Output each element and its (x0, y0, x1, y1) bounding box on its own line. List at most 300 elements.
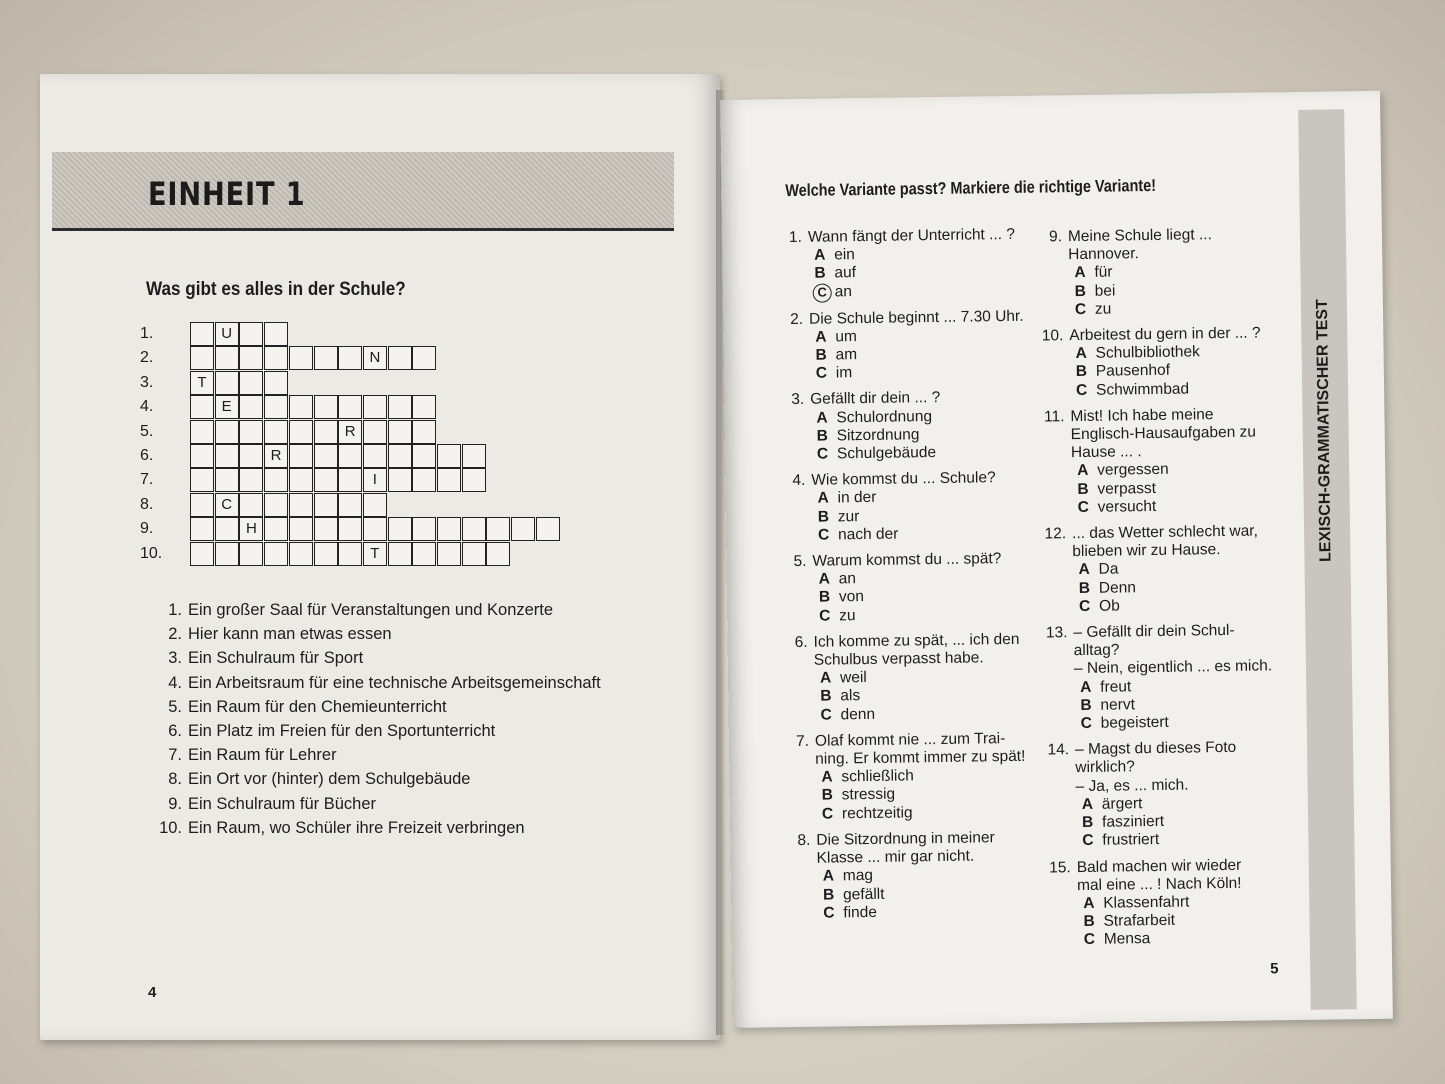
question (780, 388, 1051, 465)
option-text: nach der (837, 525, 899, 544)
question-text: 1. Wann fängt der Unterricht ... ? (778, 225, 1048, 247)
crossword-cell[interactable]: U (215, 322, 239, 346)
question-text: Klasse ... mir gar nicht. (786, 846, 1056, 868)
crossword-cell[interactable] (264, 322, 288, 346)
option-letter: C (1082, 832, 1094, 850)
crossword-cell[interactable] (215, 371, 239, 395)
crossword-cell[interactable] (363, 517, 387, 541)
question (778, 225, 1049, 302)
option-letter: B (1082, 813, 1094, 832)
question-number (1046, 778, 1070, 797)
crossword-cell[interactable] (462, 542, 486, 566)
question-number: 2. (790, 310, 804, 328)
clue-item (158, 767, 658, 791)
option-letter: A (814, 246, 826, 264)
option-text: im (835, 364, 853, 382)
option-text: Ob (1098, 597, 1120, 615)
option-text: mag (842, 867, 874, 885)
option-text: Schwimmbad (1095, 380, 1190, 399)
option-letter: B (1075, 363, 1088, 381)
test-heading: Welche Variante passt? Markiere die richtige Variante! (785, 175, 1157, 201)
question-text: 11. Mist! Ich habe meine (1040, 405, 1310, 427)
clue-number: 5. (168, 697, 182, 716)
clue-item (158, 743, 658, 767)
crossword-row-number: 7. (140, 471, 154, 489)
option-letter: B (1083, 912, 1095, 931)
answer-option[interactable] (786, 802, 1056, 824)
clue-item (158, 671, 658, 695)
option-text: auf (834, 264, 857, 282)
clue-number: 10. (159, 818, 182, 837)
clue-text: Ein Schulraum für Sport (188, 649, 364, 668)
clue-item (158, 646, 658, 670)
clue-text: Ein Arbeitsraum für eine technische Arbeitsgemeinschaft (188, 673, 601, 692)
option-text: an (838, 570, 857, 588)
option-letter: B (822, 885, 835, 904)
answer-option[interactable] (1040, 378, 1310, 400)
unit-title: EINHEIT 1 (148, 175, 306, 213)
answer-option[interactable] (787, 901, 1057, 923)
crossword-cell[interactable] (412, 346, 436, 370)
option-text: bei (1094, 282, 1116, 300)
crossword-cell[interactable] (264, 371, 288, 395)
crossword-cell[interactable] (437, 444, 461, 468)
crossword-cell[interactable] (363, 444, 387, 468)
option-letter: C (1080, 714, 1093, 733)
question-number (1047, 877, 1071, 896)
crossword-cell[interactable] (338, 395, 362, 419)
question (1039, 324, 1310, 401)
crossword-cell[interactable] (190, 346, 214, 370)
crossword-row-number: 4. (140, 398, 154, 416)
crossword-cell[interactable] (215, 542, 239, 566)
option-letter: A (818, 570, 831, 588)
option-text: zu (839, 606, 856, 625)
crossword-cell[interactable]: N (363, 346, 387, 370)
crossword-cell[interactable]: T (363, 542, 387, 566)
clue-number: 3. (168, 649, 182, 668)
question-number (1044, 642, 1068, 661)
crossword-row-number: 5. (140, 422, 154, 440)
question-text: Englisch-Hausaufgaben zu (1041, 423, 1311, 445)
question (1043, 621, 1314, 734)
crossword-cell[interactable] (264, 468, 288, 492)
crossword-cell[interactable]: R (264, 444, 288, 468)
answer-option[interactable] (784, 703, 1054, 725)
crossword-cell[interactable] (462, 444, 486, 468)
clue-number: 1. (168, 601, 182, 619)
crossword-cell[interactable] (239, 346, 263, 370)
option-text: von (838, 588, 865, 606)
clue-number: 2. (168, 625, 182, 644)
crossword-cell[interactable] (462, 468, 486, 492)
page-number: 4 (148, 984, 157, 1001)
crossword-cell[interactable]: H (239, 517, 263, 541)
questions-column-1 (778, 225, 1058, 931)
crossword-cell[interactable] (239, 542, 263, 566)
question-text: 9. Meine Schule liegt ... (1038, 225, 1308, 247)
crossword-cell[interactable] (388, 420, 412, 444)
answer-option[interactable] (1043, 595, 1313, 617)
crossword-cell[interactable]: T (190, 371, 214, 395)
option-text: zu (1094, 300, 1112, 318)
crossword-row-number: 10. (140, 544, 163, 562)
crossword-cell[interactable] (388, 468, 412, 492)
option-text: für (1094, 263, 1113, 282)
option-text: als (840, 687, 861, 705)
crossword-cell[interactable] (190, 395, 214, 419)
option-text: Da (1098, 560, 1119, 579)
option-letter: A (1083, 894, 1095, 912)
option-letter: A (817, 489, 829, 508)
crossword-cell[interactable] (363, 395, 387, 419)
crossword-row-number: 3. (140, 373, 154, 391)
question-text: 13. – Gefällt dir dein Schul- (1043, 621, 1313, 643)
crossword-row-number: 8. (140, 495, 154, 513)
question-text: 6. Ich komme zu spät, ... ich den (783, 630, 1053, 652)
crossword-cell[interactable] (388, 542, 412, 566)
crossword-cell[interactable] (314, 493, 338, 517)
option-letter: A (822, 867, 835, 885)
option-letter: C (819, 607, 831, 625)
question-number: 13. (1045, 624, 1068, 642)
question-text: 14. – Magst du dieses Foto (1045, 738, 1315, 760)
crossword-cell[interactable] (314, 468, 338, 492)
question-text: Hannover. (1038, 243, 1308, 265)
crossword-cell[interactable] (215, 346, 239, 370)
option-letter: A (815, 328, 827, 346)
option-text: verpasst (1097, 479, 1157, 498)
option-letter: C (816, 445, 829, 463)
option-letter: A (1078, 561, 1090, 579)
circled-answer-letter: C (813, 283, 832, 302)
clue-item (158, 792, 658, 816)
crossword-cell[interactable] (338, 542, 362, 566)
crossword-cell[interactable] (412, 542, 436, 566)
clue-text: Ein Ort vor (hinter) dem Schulgebäude (188, 770, 471, 789)
question (785, 729, 1056, 824)
clue-item (158, 695, 658, 719)
crossword-cell[interactable] (486, 517, 510, 541)
option-text: finde (843, 903, 878, 922)
question-text: 12. ... das Wetter schlecht war, (1042, 522, 1312, 544)
crossword-cell[interactable] (314, 395, 338, 419)
option-text: zur (837, 507, 860, 526)
clue-item (158, 719, 658, 743)
question (1047, 855, 1318, 950)
option-text: weil (839, 669, 867, 687)
question-number (1041, 426, 1065, 445)
question-number (1045, 760, 1069, 779)
clue-text: Ein Schulraum für Bücher (188, 794, 377, 813)
option-text: am (835, 346, 858, 364)
question-number: 11. (1043, 408, 1065, 426)
crossword-cell[interactable] (215, 468, 239, 492)
question-number: 8. (797, 831, 811, 849)
crossword-cell[interactable] (388, 395, 412, 419)
clue-number: 6. (168, 722, 182, 741)
option-letter: C (820, 706, 832, 724)
crossword-cell[interactable] (289, 468, 313, 492)
crossword-cell[interactable] (338, 444, 362, 468)
option-text: in der (837, 489, 877, 507)
option-text: stressig (841, 786, 896, 804)
crossword-cell[interactable] (314, 420, 338, 444)
question-text: 5. Warum kommst du ... spät? (782, 549, 1052, 571)
option-letter: B (815, 346, 827, 364)
clue-number: 4. (168, 673, 182, 692)
question-number (1038, 246, 1062, 265)
option-text: Pausenhof (1095, 362, 1171, 381)
question (782, 549, 1053, 626)
left-page (40, 74, 720, 1040)
answer-option[interactable] (1039, 298, 1309, 320)
answer-option[interactable] (780, 362, 1050, 384)
crossword-cell[interactable] (215, 517, 239, 541)
question-number (1044, 661, 1068, 680)
crossword-cell[interactable] (412, 395, 436, 419)
crossword-cell[interactable] (536, 517, 560, 541)
question-text: – Nein, eigentlich ... es mich. (1044, 657, 1314, 679)
crossword-cell[interactable] (338, 468, 362, 492)
crossword-cell[interactable] (289, 542, 313, 566)
option-text: Schulgebäude (836, 444, 937, 463)
crossword-cell[interactable] (289, 346, 313, 370)
crossword-cell[interactable] (412, 517, 436, 541)
answer-option[interactable] (1046, 829, 1316, 851)
question-number: 5. (793, 552, 807, 571)
question-text: 10. Arbeitest du gern in der ... ? (1039, 324, 1309, 346)
crossword-cell[interactable] (437, 542, 461, 566)
question-number (785, 751, 809, 770)
crossword-cell[interactable] (486, 542, 510, 566)
question (1038, 225, 1309, 320)
crossword-cell[interactable] (314, 346, 338, 370)
option-letter: A (1080, 678, 1092, 696)
crossword-cell[interactable] (289, 493, 313, 517)
crossword-cell[interactable] (264, 517, 288, 541)
option-text: gefällt (842, 885, 885, 903)
right-page (720, 91, 1393, 1028)
option-letter: A (1077, 462, 1089, 480)
crossword-row-number: 6. (140, 447, 154, 464)
crossword-row-number: 9. (140, 520, 154, 538)
crossword-cell[interactable] (289, 420, 313, 444)
option-letter: A (1075, 345, 1087, 363)
question-number: 12. (1044, 525, 1067, 543)
answer-option[interactable] (781, 442, 1051, 464)
option-letter: B (820, 687, 832, 706)
question (1042, 522, 1313, 617)
question-text: 7. Olaf kommt nie ... zum Trai- (785, 729, 1055, 751)
crossword-cell[interactable] (239, 420, 263, 444)
question-text: wirklich? (1045, 756, 1315, 778)
crossword-cell[interactable] (388, 346, 412, 370)
option-letter: B (1080, 696, 1092, 714)
clue-text: Ein Raum für Lehrer (188, 746, 337, 765)
answer-option[interactable] (1045, 712, 1315, 734)
crossword-cell[interactable] (511, 517, 535, 541)
crossword-cell[interactable] (363, 420, 387, 444)
question-number (1042, 543, 1066, 562)
crossword-cell[interactable] (388, 444, 412, 468)
option-letter: C (815, 364, 828, 382)
crossword-cell[interactable] (412, 444, 436, 468)
crossword-cell[interactable] (239, 468, 263, 492)
option-letter: C (821, 805, 834, 823)
option-text: Strafarbeit (1103, 911, 1176, 930)
option-letter: B (818, 588, 831, 607)
clue-text: Hier kann man etwas essen (188, 625, 392, 644)
option-letter: A (1081, 795, 1094, 813)
question-number (786, 850, 810, 869)
crossword-cell[interactable] (190, 420, 214, 444)
option-letter: B (821, 786, 834, 805)
question-text: alltag? (1044, 639, 1314, 661)
option-letter: C (1083, 931, 1096, 949)
clue-item (158, 622, 658, 646)
question-text: ning. Er kommt immer zu spät! (785, 747, 1055, 769)
question-text: 8. Die Sitzordnung in meiner (786, 828, 1056, 850)
clue-text: Ein Platz im Freien für den Sportunterricht (188, 722, 496, 741)
crossword-cell[interactable] (264, 395, 288, 419)
question-text: mal eine ... ! Nach Köln! (1047, 873, 1317, 895)
crossword-cell[interactable] (314, 542, 338, 566)
crossword-cell[interactable] (289, 395, 313, 419)
crossword-cell[interactable]: R (338, 420, 362, 444)
option-text: vergessen (1097, 461, 1169, 480)
section-heading: Was gibt es alles in der Schule? (146, 279, 406, 300)
crossword-cell[interactable] (412, 420, 436, 444)
crossword-cell[interactable] (314, 444, 338, 468)
crossword-cell[interactable] (338, 493, 362, 517)
crossword-cell[interactable] (239, 371, 263, 395)
option-text: freut (1100, 677, 1132, 696)
crossword-row-number: 1. (140, 325, 154, 342)
crossword-cell[interactable] (190, 493, 214, 517)
crossword-cell[interactable] (412, 468, 436, 492)
option-letter: A (819, 669, 832, 687)
crossword-cell[interactable] (338, 346, 362, 370)
option-letter: B (816, 427, 829, 445)
clue-text: Ein Raum, wo Schüler ihre Freizeit verbringen (188, 818, 525, 837)
crossword-cell[interactable] (264, 542, 288, 566)
clue-number: 8. (168, 770, 182, 789)
question-number: 3. (791, 391, 805, 409)
crossword-cell[interactable] (239, 493, 263, 517)
unit-banner (52, 152, 674, 231)
option-text: um (835, 327, 857, 346)
crossword-cell[interactable] (264, 346, 288, 370)
crossword-cell[interactable] (215, 444, 239, 468)
answer-option[interactable] (1048, 928, 1318, 950)
option-text: nervt (1100, 696, 1136, 714)
crossword-cell[interactable]: C (215, 493, 239, 517)
answer-option[interactable] (783, 604, 1053, 626)
crossword-cell[interactable]: I (363, 468, 387, 492)
question-number: 10. (1041, 327, 1064, 345)
option-letter: C (823, 904, 835, 922)
crossword-cell[interactable] (190, 517, 214, 541)
option-text: versucht (1097, 497, 1157, 516)
question-text: 4. Wie kommst du ... Schule? (781, 469, 1051, 491)
questions-column-2 (1038, 225, 1318, 958)
clue-list (158, 598, 658, 840)
option-letter: B (1074, 282, 1087, 300)
crossword-cell[interactable] (314, 517, 338, 541)
option-text: schließlich (841, 767, 914, 786)
crossword-cell[interactable] (462, 517, 486, 541)
crossword-cell[interactable] (190, 322, 214, 346)
question-number (784, 652, 808, 671)
crossword-cell[interactable] (363, 493, 387, 517)
crossword-cell[interactable] (264, 493, 288, 517)
crossword-cell[interactable] (190, 444, 214, 468)
option-text: an (834, 282, 853, 301)
question-text: – Ja, es ... mich. (1046, 774, 1316, 796)
question (786, 828, 1057, 923)
question (783, 630, 1054, 725)
question (1045, 738, 1316, 851)
crossword-row-number: 2. (140, 349, 154, 367)
answer-option[interactable] (782, 523, 1052, 545)
question-number: 9. (1048, 228, 1063, 246)
question (781, 469, 1052, 546)
option-letter: C (1078, 597, 1091, 615)
crossword-cell[interactable] (264, 420, 288, 444)
clue-item (158, 598, 658, 622)
option-text: Schulbibliothek (1095, 343, 1200, 362)
answer-option[interactable] (1042, 496, 1312, 518)
question (779, 307, 1050, 384)
crossword-cell[interactable] (289, 517, 313, 541)
clue-item (158, 816, 658, 840)
crossword-cell[interactable] (289, 444, 313, 468)
crossword-cell[interactable] (239, 395, 263, 419)
page-number: 5 (1270, 960, 1279, 978)
question-text: 15. Bald machen wir wieder (1047, 855, 1317, 877)
clue-text: Ein großer Saal für Veranstaltungen und Konzerte (188, 601, 554, 619)
question (1040, 405, 1311, 518)
option-text: Sitzordnung (836, 426, 920, 445)
crossword-cell[interactable] (437, 517, 461, 541)
option-text: rechtzeitig (841, 804, 913, 823)
option-letter: B (1077, 480, 1089, 498)
crossword-cell[interactable] (190, 542, 214, 566)
crossword-cell[interactable]: E (215, 395, 239, 419)
crossword-cell[interactable] (215, 420, 239, 444)
clue-number: 7. (168, 746, 182, 765)
option-letter: C (1075, 381, 1088, 399)
crossword-cell[interactable] (437, 468, 461, 492)
question-number: 15. (1049, 858, 1071, 876)
option-text: begeistert (1100, 713, 1169, 732)
crossword-cell[interactable] (190, 468, 214, 492)
option-text: frustriert (1102, 831, 1160, 850)
clue-number: 9. (168, 794, 182, 813)
option-letter: A (1074, 264, 1086, 282)
crossword-cell[interactable] (338, 517, 362, 541)
option-letter: C (1077, 498, 1090, 516)
answer-option[interactable] (779, 280, 1049, 303)
option-text: Schulordnung (836, 407, 933, 427)
crossword-cell[interactable] (388, 517, 412, 541)
option-text: denn (840, 705, 876, 724)
crossword-cell[interactable] (239, 322, 263, 346)
question-text: 3. Gefällt dir dein ... ? (780, 388, 1050, 410)
question-number: 1. (788, 228, 803, 247)
crossword-cell[interactable] (239, 444, 263, 468)
